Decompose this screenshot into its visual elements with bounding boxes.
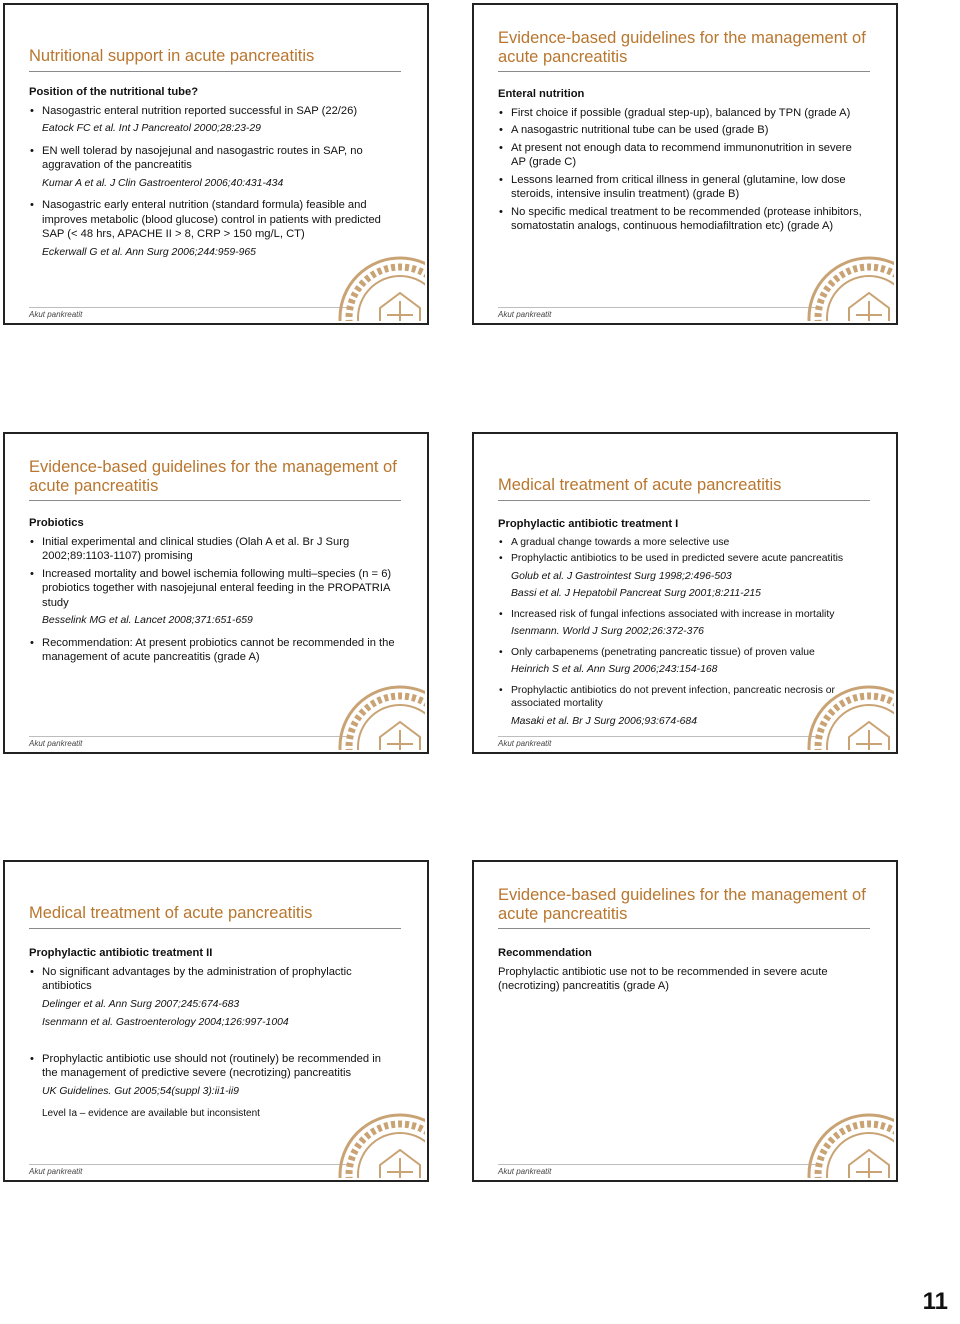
bullet-list [29,535,397,611]
slide-5 [3,860,429,1182]
university-seal-icon [327,676,425,750]
recommendation-text: Prophylactic antibiotic use not to be recommended in severe acute (necrotizing) pancreatitis (grade A) [498,965,828,992]
bullet-list [498,646,866,660]
reference: Bassi et al. J Hepatobil Pancreat Surg 2001;8:211-215 [511,588,761,599]
slide-3 [3,432,429,754]
bullet-item: • Nasogastric enteral nutrition reported successful in SAP (22/26) [29,104,397,119]
slide-4 [472,432,898,754]
bullet-item: • Prophylactic antibiotics do not prevent infection, pancreatic necrosis or associated mortality [498,684,866,711]
footer-rule [498,307,822,308]
slide-title: Medical treatment of acute pancreatitis [498,476,782,494]
bullet-list [498,106,866,234]
bullet-item: • First choice if possible (gradual step-up), balanced by TPN (grade A) [498,106,866,121]
title-rule [498,928,870,929]
footer-rule [498,1164,822,1165]
title-rule [498,71,870,72]
slide-footer: Akut pankreatit [498,739,552,748]
section-heading: Probiotics [29,517,84,529]
slide-content [498,87,866,237]
reference: UK Guidelines. Gut 2005;54(suppl 3):ii1-ii9 [42,1085,239,1097]
bullet-item: • No specific medical treatment to be recommended (protease inhibitors, somatostatin analogs, continuous hemodiafiltration etc) (grade A) [498,205,866,234]
university-seal-icon [796,247,894,321]
reference: Heinrich S et al. Ann Surg 2006;243:154-168 [511,664,718,675]
university-seal-icon [327,247,425,321]
bullet-item: • Only carbapenems (penetrating pancreatic tissue) of proven value [498,646,866,660]
bullet-item: • Increased mortality and bowel ischemia following multi–species (n = 6) probiotics together with nasojejunal enteral feeding in the PROPATRIA study [29,567,397,611]
bullet-list [29,144,397,173]
bullet-item: • EN well tolerad by nasojejunal and nasogastric routes in SAP, no aggravation of the pancreatitis [29,144,397,173]
footer-rule [498,736,822,737]
bullet-list [498,536,866,566]
slide-content [29,516,397,668]
evidence-level-note: Level Ia – evidence are available but inconsistent [42,1108,260,1119]
reference: Masaki et al. Br J Surg 2006;93:674-684 [511,715,697,727]
university-seal-icon [796,676,894,750]
bullet-item: • A nasogastric nutritional tube can be used (grade B) [498,123,866,138]
slide-1 [3,3,429,325]
section-heading: Enteral nutrition [498,88,585,100]
bullet-item: • Initial experimental and clinical studies (Olah A et al. Br J Surg 2002;89:1103-1107) promising [29,535,397,564]
title-rule [29,928,401,929]
reference: Kumar A et al. J Clin Gastroenterol 2006;40:431-434 [42,177,284,189]
university-seal-icon [327,1104,425,1178]
reference: Isenmann. World J Surg 2002;26:372-376 [511,626,704,637]
bullet-item: • Prophylactic antibiotic use should not (routinely) be recommended in the management of predictive severe (necrotizing) pancreatitis [29,1052,397,1081]
bullet-item: • Nasogastric early enteral nutrition (standard formula) feasible and improves metabolic (blood glucose) control in patients with predicted SAP (< 48 hrs, APACHE II > 8, CRP > 150 mg/L, CT) [29,198,397,242]
bullet-list [29,104,397,119]
slide-6 [472,860,898,1182]
slide-title: Evidence-based guidelines for the management of acute pancreatitis [29,458,397,495]
bullet-list [29,1052,397,1081]
page-number: 11 [922,1288,948,1315]
slide-footer: Akut pankreatit [29,1167,83,1176]
footer-rule [29,307,353,308]
reference: Delinger et al. Ann Surg 2007;245:674-683 [42,998,240,1010]
bullet-item: • A gradual change towards a more selective use [498,536,866,550]
reference: Golub et al. J Gastrointest Surg 1998;2:496-503 [511,570,732,582]
slide-title: Medical treatment of acute pancreatitis [29,904,313,922]
reference: Eatock FC et al. Int J Pancreatol 2000;28:23-29 [42,123,261,134]
slide-title: Evidence-based guidelines for the management of acute pancreatitis [498,29,866,66]
reference: Isenmann et al. Gastroenterology 2004;126:997-1004 [42,1017,289,1028]
slide-title: Evidence-based guidelines for the management of acute pancreatitis [498,886,866,923]
slide-footer: Akut pankreatit [29,739,83,748]
spacer [29,1038,397,1052]
bullet-list [29,198,397,242]
slide-2 [472,3,898,325]
section-heading: Prophylactic antibiotic treatment I [498,518,679,530]
footer-rule [29,1164,353,1165]
slide-footer: Akut pankreatit [29,310,83,319]
slide-footer: Akut pankreatit [498,310,552,319]
slide-content [498,946,866,997]
bullet-item: • Prophylactic antibiotics to be used in predicted severe acute pancreatitis [498,552,866,566]
slide-footer: Akut pankreatit [498,1167,552,1176]
university-seal-icon [796,1104,894,1178]
bullet-list [498,608,866,622]
section-heading: Position of the nutritional tube? [29,86,199,98]
bullet-item: • Recommendation: At present probiotics cannot be recommended in the management of acute pancreatitis (grade A) [29,636,397,665]
bullet-item: • No significant advantages by the administration of prophylactic antibiotics [29,965,397,994]
footer-rule [29,736,353,737]
reference: Besselink MG et al. Lancet 2008;371:651-659 [42,615,253,626]
bullet-item: • At present not enough data to recommend immunonutrition in severe AP (grade C) [498,141,866,170]
reference: Eckerwall G et al. Ann Surg 2006;244:959-965 [42,246,256,258]
slide-content [29,946,397,1122]
title-rule [29,71,401,72]
section-heading: Recommendation [498,947,592,959]
slide-title: Nutritional support in acute pancreatitis [29,47,315,65]
slide-content [29,85,397,267]
bullet-list [29,636,397,665]
title-rule [498,500,870,501]
bullet-item: • Lessons learned from critical illness in general (glutamine, low dose steroids, intensive insulin treatment) (grade B) [498,173,866,202]
section-heading: Prophylactic antibiotic treatment II [29,947,213,959]
bullet-item: • Increased risk of fungal infections associated with increase in mortality [498,608,866,622]
bullet-list [29,965,397,994]
title-rule [29,500,401,501]
